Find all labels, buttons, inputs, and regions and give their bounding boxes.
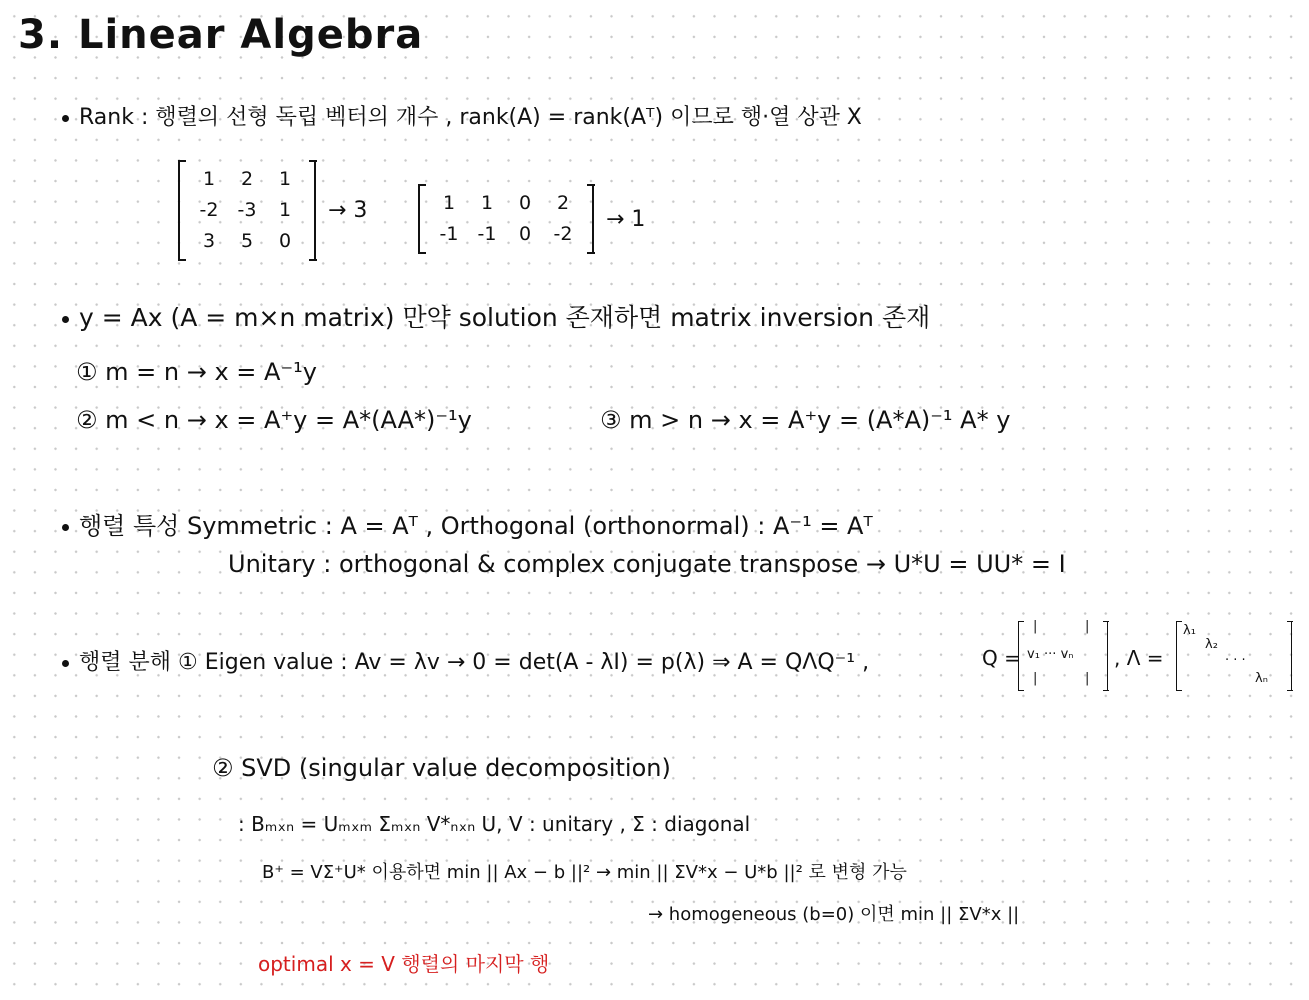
- matrix-row: [190, 164, 304, 195]
- matrix-cell: 1: [278, 168, 292, 190]
- matrix-row: [430, 188, 582, 219]
- matrix-row: [190, 226, 304, 257]
- rank-result: → 3: [328, 198, 368, 223]
- matrix-brackets: [178, 160, 316, 261]
- q-bar: |: [1085, 619, 1090, 634]
- rank-line: [62, 100, 862, 131]
- lambda-n: λₙ: [1255, 671, 1268, 686]
- rank-result: → 1: [606, 206, 646, 232]
- inverse-head: y = Ax (A = m×n matrix) 만약 solution 존재하면 matrix inversion 존재: [79, 303, 931, 332]
- matrix-cell: -1: [439, 223, 459, 245]
- svd-line-1: : Bₘₓₙ = Uₘₓₘ Σₘₓₙ V*ₙₓₙ U, V : unitary , Σ : diagonal: [238, 812, 751, 836]
- q-matrix: [1018, 621, 1108, 691]
- inverse-head-line: [62, 298, 930, 334]
- bullet: [62, 524, 69, 531]
- matrix-cell: 2: [240, 168, 254, 190]
- svd-line-3: → homogeneous (b=0) 이면 min || ΣV*x ||: [648, 904, 1020, 925]
- eigen-line: [62, 645, 869, 676]
- matrix-cell: 0: [518, 192, 532, 214]
- matrix-cell: 2: [556, 192, 570, 214]
- lambda-dots: · · ·: [1225, 653, 1246, 668]
- matrix-cell: 0: [518, 223, 532, 245]
- svd-line-2: B⁺ = VΣ⁺U* 이용하면 min || Ax − b ||² → min || ΣV*x − U*b ||² 로 변형 가능: [262, 862, 907, 883]
- matrix-cell: 1: [202, 168, 216, 190]
- matrix-cell: -1: [477, 223, 497, 245]
- q-columns: v₁ ··· vₙ: [1027, 647, 1074, 662]
- matrix-cell: 3: [202, 230, 216, 252]
- matrix-cell: 1: [278, 199, 292, 221]
- eigen-text: 행렬 분해 ① Eigen value : Av = λv → 0 = det(A - λI) = p(λ) ⇒ A = QΛQ⁻¹ ,: [79, 650, 870, 675]
- matrix-cell: -2: [199, 199, 219, 221]
- inverse-case-1: ① m = n → x = A⁻¹y: [76, 358, 317, 386]
- lambda-1: λ₁: [1183, 623, 1196, 638]
- lambda-matrix-brackets: [1176, 621, 1292, 691]
- svd-head: ② SVD (singular value decomposition): [212, 754, 671, 782]
- lambda-matrix: [1176, 621, 1292, 691]
- page-title: 3. Linear Algebra: [18, 12, 424, 58]
- bullet: [62, 115, 69, 122]
- bullet: [62, 316, 69, 323]
- matrix-cell: -2: [553, 223, 573, 245]
- matrix-row: [430, 219, 582, 250]
- props-line-2: Unitary : orthogonal & complex conjugate transpose → U*U = UU* = I: [228, 550, 1066, 578]
- matrix-brackets: [418, 184, 594, 254]
- rank-text: Rank : 행렬의 선형 독립 벡터의 개수 , rank(A) = rank(Aᵀ) 이므로 행·열 상관 X: [79, 105, 862, 130]
- lambda-label: , Λ =: [1114, 646, 1164, 670]
- inverse-case-3: ③ m > n → x = A⁺y = (A*A)⁻¹ A* y: [600, 406, 1011, 434]
- matrix-cell: -3: [237, 199, 257, 221]
- matrix-cell: 0: [278, 230, 292, 252]
- rank-matrix-2x4: [418, 184, 645, 254]
- lambda-2: λ₂: [1205, 637, 1218, 652]
- matrix-cell: 1: [442, 192, 456, 214]
- q-bar: |: [1085, 671, 1090, 686]
- q-bar: |: [1033, 671, 1038, 686]
- props-symmetric: 행렬 특성 Symmetric : A = Aᵀ , Orthogonal (orthonormal) : A⁻¹ = Aᵀ: [79, 512, 873, 540]
- matrix-cell: 1: [480, 192, 494, 214]
- matrix-cell: 5: [240, 230, 254, 252]
- optimal-x-note: optimal x = V 행렬의 마지막 행: [258, 952, 550, 976]
- q-matrix-brackets: [1018, 621, 1108, 691]
- inverse-case-2: ② m < n → x = A⁺y = A*(AA*)⁻¹y: [76, 406, 472, 434]
- q-label: Q =: [982, 646, 1021, 670]
- q-bar: |: [1033, 619, 1038, 634]
- rank-matrix-3x3: [178, 160, 367, 261]
- props-line-1: [62, 506, 873, 541]
- bullet: [62, 660, 69, 667]
- matrix-row: [190, 195, 304, 226]
